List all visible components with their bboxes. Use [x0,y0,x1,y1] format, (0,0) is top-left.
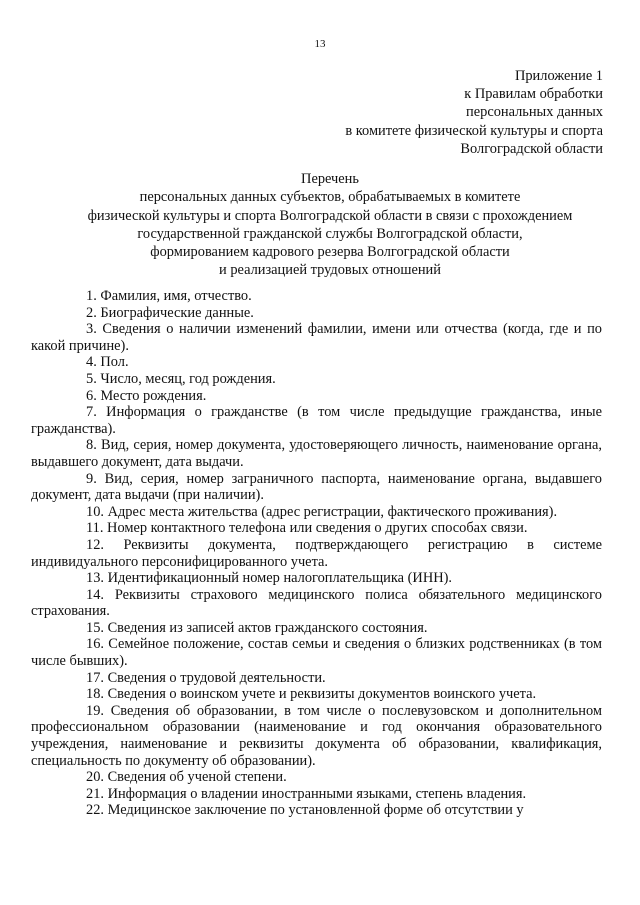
appendix-line: в комитете физической культуры и спорта [345,122,603,139]
list-item: 19. Сведения об образовании, в том числе о послевузовском и дополнительном профессиональном образовании (наименование и год окончания образовательного учреждения, наименование и реквизиты документа об образовании, квалификация, специальность по документу об образовании). [31,702,602,769]
appendix-line: персональных данных [466,104,603,121]
list-item: 12. Реквизиты документа, подтверждающего регистрацию в системе индивидуального персонифицированного учета. [31,536,602,570]
list-item: 2. Биографические данные. [86,304,254,321]
title-head: Перечень [301,171,359,187]
list-item: 4. Пол. [86,354,129,371]
title-line: персональных данных субъектов, обрабатываемых в комитете [139,189,521,206]
list-item: 16. Семейное положение, состав семьи и сведения о близких родственниках (в том числе бывших). [31,636,602,670]
list-item: 14. Реквизиты страхового медицинского полиса обязательного медицинского страхования. [31,586,602,620]
list-item: 22. Медицинское заключение по установленной форме об отсутствии у [86,802,524,819]
list-item: 11. Номер контактного телефона или сведения о других способах связи. [86,520,528,537]
list-item: 18. Сведения о воинском учете и реквизиты документов воинского учета. [86,686,537,703]
title-line: и реализацией трудовых отношений [219,262,441,279]
title-line: физической культуры и спорта Волгоградской области в связи с прохождением [87,207,573,224]
list-item: 10. Адрес места жительства (адрес регистрации, фактического проживания). [86,503,558,520]
list-item: 21. Информация о владении иностранными языками, степень владения. [86,785,527,802]
list-item: 20. Сведения об ученой степени. [86,769,287,786]
appendix-line: Приложение 1 [514,68,603,84]
appendix-line: Волгоградской области [460,140,603,157]
list-item: 8. Вид, серия, номер документа, удостоверяющего личность, наименование органа, выдавшего документ, дата выдачи. [31,437,602,470]
list-item: 3. Сведения о наличии изменений фамилии, имени или отчества (когда, где и по какой причине). [31,321,602,354]
list-item: 7. Информация о гражданстве (в том числе предыдущие гражданства, иные гражданства). [31,404,602,437]
title-line: формированием кадрового резерва Волгоградской области [150,244,510,261]
appendix-heading [345,67,603,158]
page-number: 13 [314,38,326,50]
list-item: 13. Идентификационный номер налогоплательщика (ИНН). [86,570,452,587]
personal-data-list [31,288,602,819]
list-item: 17. Сведения о трудовой деятельности. [86,669,326,686]
title-line: государственной гражданской службы Волгоградской области, [137,225,523,242]
document-title [50,170,610,280]
appendix-line: к Правилам обработки [464,86,603,103]
list-item: 6. Место рождения. [86,387,207,404]
list-item: 9. Вид, серия, номер заграничного паспорта, наименование органа, выдавшего документ, дата выдачи (при наличии). [31,470,602,504]
list-item: 15. Сведения из записей актов гражданского состояния. [86,619,428,636]
list-item: 1. Фамилия, имя, отчество. [86,288,252,304]
list-item: 5. Число, месяц, год рождения. [86,370,276,387]
